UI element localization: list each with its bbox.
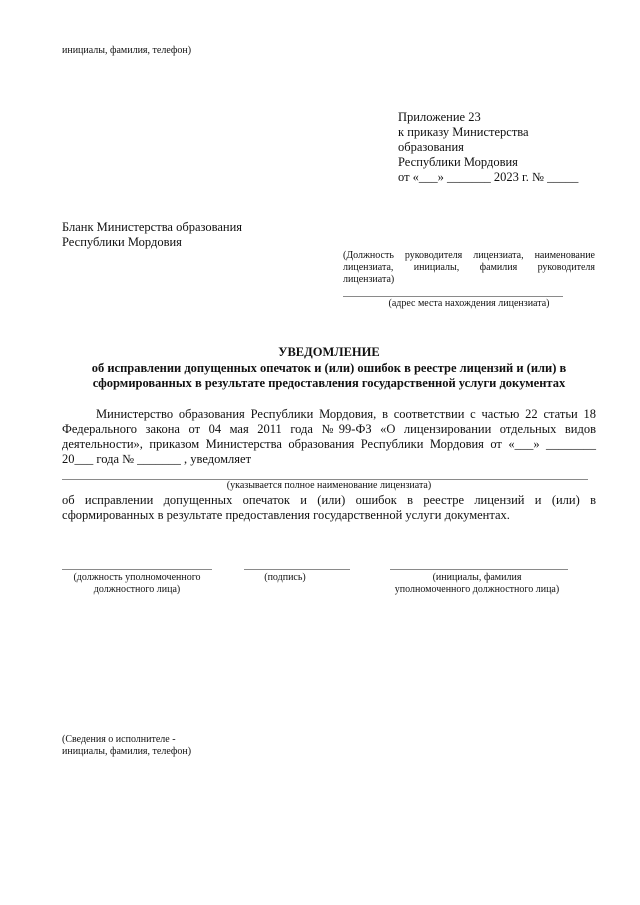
body-paragraph-1 bbox=[62, 407, 596, 467]
licensee-caption: (указывается полное наименование лицензиата) bbox=[226, 480, 432, 491]
executor-line-2: инициалы, фамилия, телефон) bbox=[62, 746, 192, 757]
appendix-block bbox=[398, 110, 608, 185]
executor-info bbox=[62, 734, 191, 758]
name-caption-line-2: уполномоченного должностного лица) bbox=[394, 584, 560, 595]
address-caption: (адрес места нахождения лицензиата) bbox=[388, 298, 550, 309]
position-caption-line-2: должностного лица) bbox=[93, 584, 181, 595]
letterhead-line-1: Бланк Министерства образования bbox=[62, 220, 243, 234]
body-paragraph-2 bbox=[62, 493, 596, 523]
addressee-caption: (Должность руководителя лицензиата, наименование лицензиата, инициалы, фамилия руководителя лицензиата) bbox=[343, 250, 595, 285]
name-caption bbox=[374, 572, 580, 596]
name-line bbox=[390, 569, 568, 570]
appendix-line-4: Республики Мордовия bbox=[398, 155, 518, 169]
appendix-line-3: образования bbox=[398, 140, 464, 154]
body-line-4: 20___ года № _______ , уведомляет bbox=[62, 452, 252, 466]
position-caption bbox=[62, 572, 212, 596]
signature-caption: (подпись) bbox=[264, 572, 306, 583]
signature-line bbox=[244, 569, 350, 570]
body-line-6: сформированных в результате предоставления государственной услуги документах. bbox=[62, 508, 510, 522]
letterhead bbox=[62, 220, 242, 250]
letterhead-line-2: Республики Мордовия bbox=[62, 235, 182, 249]
document-title: УВЕДОМЛЕНИЕ bbox=[278, 345, 380, 359]
name-caption-line-1: (инициалы, фамилия bbox=[432, 572, 522, 583]
appendix-line-5: от «___» _______ 2023 г. № _____ bbox=[398, 170, 579, 184]
position-line bbox=[62, 569, 212, 570]
document-subtitle: об исправлении допущенных опечаток и (или) ошибок в реестре лицензий и (или) в сформированных в результате предоставления государственной услуги документах bbox=[91, 361, 567, 390]
top-note: инициалы, фамилия, телефон) bbox=[62, 45, 192, 56]
body-line-2: Федерального закона от 04 мая 2011 года №99-ФЗ «О лицензировании отдельных видов bbox=[62, 422, 596, 436]
address-line bbox=[343, 296, 563, 297]
position-caption-line-1: (должность уполномоченного bbox=[73, 572, 201, 583]
appendix-line-1: Приложение 23 bbox=[398, 110, 481, 124]
body-line-3: деятельности», приказом Министерства образования Республики Мордовия от «___» ________ bbox=[62, 437, 596, 451]
body-line-1: Министерство образования Республики Мордовия, в соответствии с частью 22 статьи 18 bbox=[96, 407, 596, 421]
executor-line-1: (Сведения о исполнителе - bbox=[62, 734, 176, 745]
appendix-line-2: к приказу Министерства bbox=[398, 125, 529, 139]
body-line-5: об исправлении допущенных опечаток и (или) ошибок в реестре лицензий и (или) в bbox=[62, 493, 596, 507]
